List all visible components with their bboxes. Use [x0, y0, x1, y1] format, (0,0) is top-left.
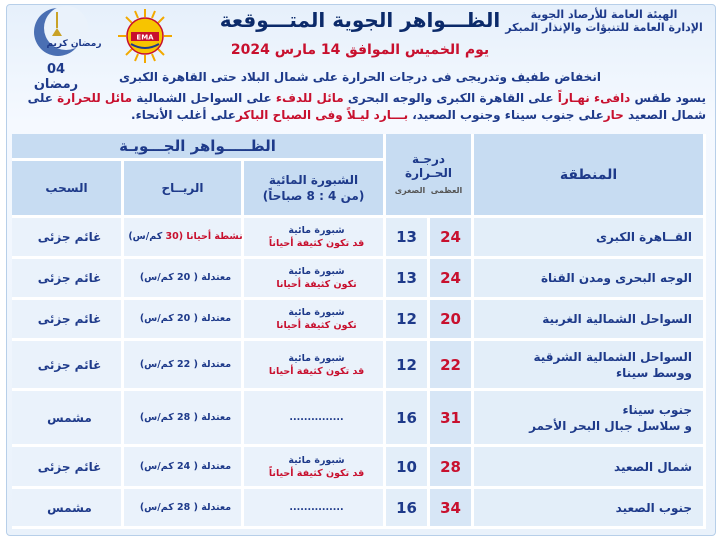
region-cell: [474, 259, 706, 300]
wind-text: معتدلة ( 20 كم/س): [139, 313, 232, 324]
max-temp-cell: 24: [430, 259, 474, 300]
summary-highlight: مائل للدفء: [275, 91, 344, 105]
wind-cell: [124, 259, 244, 300]
region-cell: [474, 489, 706, 529]
summary-paragraph: [16, 90, 706, 124]
fog-dense-warning: قد تكون كثيفة أحيانا: [268, 365, 365, 377]
fog-dense-warning: قد تكون كثيفة أحياناً: [268, 467, 365, 479]
region-name-line2: و سلاسل جبال البحر الأحمر: [529, 418, 693, 433]
wind-text: معتدلة ( 24 كم/س): [139, 460, 232, 472]
max-temp-cell: 28: [430, 447, 474, 489]
fog-cell: [244, 489, 386, 529]
min-temp-cell: 13: [386, 218, 430, 259]
summary-text: على القاهرة الكبرى والوجه البحرى: [343, 91, 558, 105]
forecast-date: يوم الخميس الموافق 14 مارس 2024: [230, 42, 490, 58]
region-cell: [474, 391, 706, 447]
org-line-2: الإدارة العامة للتنبؤات والإنذار المبكر: [505, 21, 703, 34]
region-name: الوجه البحرى ومدن القناة: [540, 271, 693, 285]
temperature-header-line2: الحـرارة: [405, 165, 452, 180]
clouds-cell: غائم جزئى: [12, 447, 124, 489]
table-row: [12, 489, 706, 529]
summary-text: يسود طقس: [630, 91, 706, 105]
summary-text: على شمال الصعيد: [27, 91, 706, 122]
fog-dense-warning: تكون كثيفة أحيانا: [276, 279, 357, 290]
clouds-cell: مشمس: [12, 391, 124, 447]
clouds-cell: غائم جزئى: [12, 341, 124, 391]
ramadan-logo-text: رمضان كريم: [46, 39, 102, 49]
fog-cell: [244, 341, 386, 391]
region-cell: [474, 447, 706, 489]
table-row: [12, 341, 706, 391]
clouds-header: السحب: [12, 161, 124, 218]
wind-cell: [124, 218, 244, 259]
page-title: الظـــواهر الجوية المتـــوقعة: [219, 8, 501, 32]
wind-cell: [124, 300, 244, 341]
ramadan-day: 04 رمضان: [33, 62, 79, 92]
logo-text: EMA: [136, 33, 154, 42]
max-temp-cell: 34: [430, 489, 474, 529]
clouds-cell: غائم جزئى: [12, 259, 124, 300]
wind-cell: [124, 447, 244, 489]
summary-highlight: مائل للحرارة: [57, 91, 133, 105]
region-name: شمال الصعيد: [614, 459, 693, 474]
region-name: السواحل الشمالية الغربية: [542, 312, 693, 326]
region-name: جنوب الصعيد: [615, 500, 693, 515]
region-name: السواحل الشمالية الشرقية: [533, 349, 693, 364]
fog-text: شبورة مائية: [288, 307, 345, 318]
min-temp-cell: 12: [386, 341, 430, 391]
table-row: [12, 391, 706, 447]
organization-name: [504, 8, 704, 34]
region-cell: [474, 218, 706, 259]
table-row: [12, 300, 706, 341]
wind-header: الريــاح: [124, 161, 244, 218]
meteorology-logo: [117, 8, 173, 64]
summary-highlight: حار: [603, 108, 624, 122]
wind-text: معتدلة ( 20 كم/س): [139, 272, 232, 283]
max-temp-label: العظمى: [430, 185, 463, 195]
min-temp-cell: 12: [386, 300, 430, 341]
fog-cell: [244, 218, 386, 259]
table-row: [12, 259, 706, 300]
max-temp-cell: 20: [430, 300, 474, 341]
wind-speed: 30: [165, 231, 179, 242]
max-temp-cell: 31: [430, 391, 474, 447]
fog-cell: [244, 447, 386, 489]
min-temp-cell: 10: [386, 447, 430, 489]
wind-gust-text: نشطة أحيانا (: [178, 231, 243, 242]
region-name-line2: ووسط سيناء: [616, 365, 693, 380]
wind-text: معتدلة ( 28 كم/س): [139, 501, 232, 513]
summary-text: على أغلب الأنحاء.: [131, 108, 236, 122]
summary-line-1: انخفاض طفيف وتدريجى فى درجات الحرارة على شمال البلاد حتى القاهرة الكبرى: [119, 70, 601, 84]
clouds-cell: مشمس: [12, 489, 124, 529]
wind-cell: [124, 391, 244, 447]
region-name: القــاهرة الكبرى: [596, 230, 693, 244]
wind-cell: [124, 341, 244, 391]
fog-text: شبورة مائية: [288, 352, 345, 364]
wind-unit: كم/س): [128, 231, 166, 242]
fog-cell: [244, 300, 386, 341]
table-row: [12, 447, 706, 489]
min-temp-cell: 16: [386, 489, 430, 529]
temperature-header: [386, 134, 474, 218]
clouds-cell: غائم جزئى: [12, 218, 124, 259]
fog-text: شبورة مائية: [288, 225, 345, 236]
summary-highlight: دافىء نهـاراً: [557, 91, 631, 105]
fog-text: شبورة مائية: [288, 454, 345, 466]
min-temp-cell: 16: [386, 391, 430, 447]
min-temp-label: الصغرى: [394, 185, 426, 195]
fog-header-line2: (من 4 : 8 صباحاً): [262, 189, 365, 203]
fog-cell: [244, 391, 386, 447]
summary-text: على جنوب سيناء وجنوب الصعيد،: [408, 108, 604, 122]
max-temp-cell: 22: [430, 341, 474, 391]
forecast-table: [12, 134, 706, 529]
table-row: [12, 218, 706, 259]
region-name: جنوب سيناء: [622, 402, 693, 417]
region-header: المنطقة: [474, 134, 706, 218]
fog-header: [244, 161, 386, 218]
max-temp-cell: 24: [430, 218, 474, 259]
fog-text: ...............: [289, 412, 344, 423]
fog-header-line1: الشبورة المائية: [268, 173, 359, 187]
ramadan-crescent-icon: [28, 6, 102, 60]
clouds-cell: غائم جزئى: [12, 300, 124, 341]
temperature-header-line1: درجـة: [411, 151, 446, 166]
fog-text: ...............: [289, 502, 344, 513]
fog-text: شبورة مائية: [288, 266, 345, 277]
wind-cell: [124, 489, 244, 529]
wind-text: معتدلة ( 22 كم/س): [139, 358, 232, 370]
region-cell: [474, 341, 706, 391]
wind-text: معتدلة ( 28 كم/س): [139, 411, 232, 423]
weather-phenomena-header: الظـــــواهر الجـــويـة: [12, 134, 386, 161]
summary-text: على السواحل الشمالية: [132, 91, 276, 105]
fog-dense-warning: قد تكون كثيفة أحياناً: [268, 238, 365, 249]
summary-highlight: بـــارد ليـلاً وفى الصباح الباكر: [235, 108, 409, 122]
fog-dense-warning: تكون كثيفة أحيانا: [276, 320, 357, 331]
region-cell: [474, 300, 706, 341]
min-temp-cell: 13: [386, 259, 430, 300]
org-line-1: الهيئة العامة للأرصاد الجوية: [530, 8, 678, 21]
fog-cell: [244, 259, 386, 300]
